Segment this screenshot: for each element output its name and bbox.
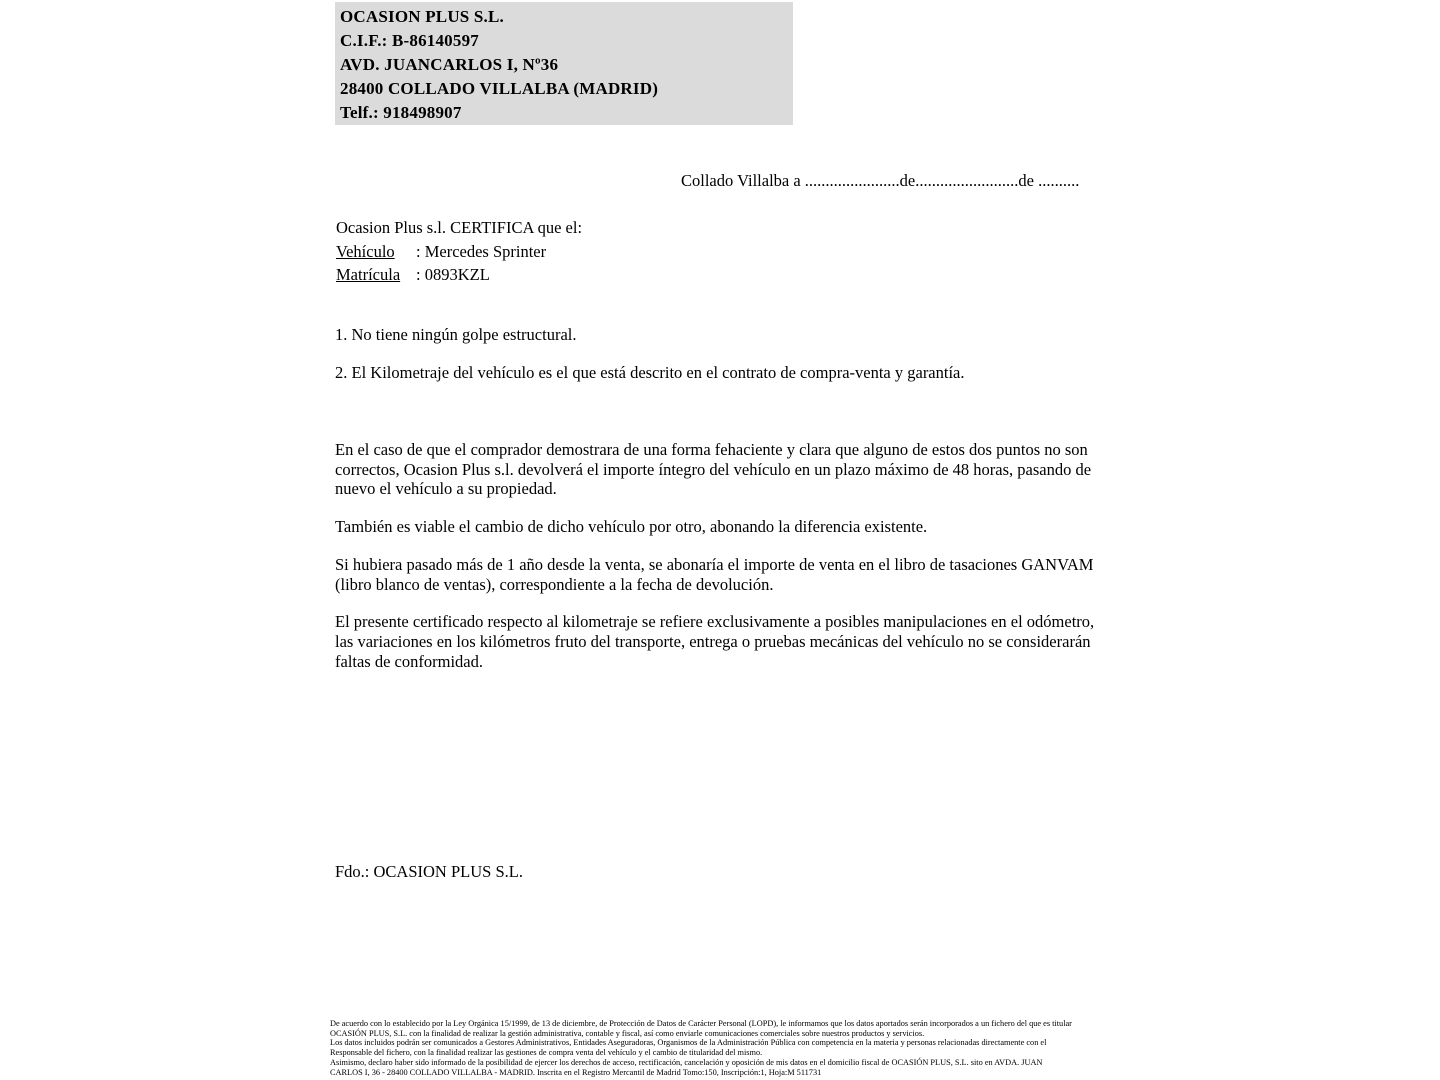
paragraph-exchange: También es viable el cambio de dicho vehículo por otro, abonando la diferencia existente. [335,517,928,537]
company-cif: C.I.F.: B-86140597 [340,31,479,50]
company-name: OCASION PLUS S.L. [340,7,504,26]
legal-line: De acuerdo con lo establecido por la Ley Orgánica 15/1999, de 13 de diciembre, de Protección de Datos de Carácter Personal (LOPD), le informamos que los datos aportados serán incorporados a un fichero del que es titular [330,1019,1072,1028]
company-header-box [335,2,793,125]
paragraph-ganvam: Si hubiera pasado más de 1 año desde la venta, se abonaría el importe de venta en el libro de tasaciones GANVAM (libro blanco de ventas), correspondiente a la fecha de devolución. [335,554,1094,594]
date-line: Collado Villalba a .......................de.........................de .......... [681,171,1080,190]
legal-notice [330,1019,1072,1077]
vehicle-value: : Mercedes Sprinter [416,241,547,261]
vehicle-label-wrap [336,240,416,264]
legal-line: Asimismo, declaro haber sido informado de la posibilidad de ejercer los derechos de acceso, rectificación, cancelación y oposición de mis datos en el domicilio fiscal de OCASIÓN PLUS, S.L. sito en AVDA. JUAN [330,1057,1043,1067]
signature-line: Fdo.: OCASION PLUS S.L. [335,862,523,881]
point-2: 2. El Kilometraje del vehículo es el que está descrito en el contrato de compra-venta y garantía. [335,363,965,382]
vehicle-label: Vehículo [336,241,395,261]
vehicle-line [336,240,582,264]
plate-value: : 0893KZL [416,265,490,284]
plate-label-wrap [336,263,416,287]
certify-intro: Ocasion Plus s.l. CERTIFICA que el: [336,218,583,237]
paragraph-refund: En el caso de que el comprador demostrara de una forma fehaciente y clara que alguno de estos dos puntos no son correctos, Ocasion Plus s.l. devolverá el importe íntegro del vehículo en un plazo máximo de 48 horas, pasando de nuevo el vehículo a su propiedad. [335,440,1092,499]
body-paragraphs [335,440,1095,689]
company-phone: Telf.: 918498907 [340,103,462,122]
point-1: 1. No tiene ningún golpe estructural. [335,325,577,344]
company-address: AVD. JUANCARLOS I, Nº36 [340,55,559,74]
legal-line: CARLOS I, 36 - 28400 COLLADO VILLALBA - MADRID. Inscrita en el Registro Mercantil de Madrid Tomo:150, Inscripción:1, Hoja:M 511731 [330,1067,822,1077]
legal-line: OCASIÓN PLUS, S.L. con la finalidad de realizar la gestión administrativa, contable y fiscal, así como enviarle comunicaciones comerciales sobre nuestros productos y servicios. [330,1028,925,1038]
paragraph-odometer: El presente certificado respecto al kilometraje se refiere exclusivamente a posibles manipulaciones en el odómetro, las variaciones en los kilómetros fruto del transporte, entrega o pruebas mecánicas del vehículo no se considerarán faltas de conformidad. [335,612,1095,671]
legal-line: Responsable del fichero, con la finalidad realizar las gestiones de compra venta del vehículo y el cambio de titularidad del mismo. [330,1048,763,1058]
legal-line: Los datos incluidos podrán ser comunicados a Gestores Administrativos, Entidades Aseguradoras, Organismos de la Administración Pública con competencia en la materia y personas relacionadas directamente con el [330,1038,1047,1048]
company-city: 28400 COLLADO VILLALBA (MADRID) [340,79,659,98]
plate-line [336,263,582,287]
certify-block [336,216,582,287]
plate-label: Matrícula [336,265,401,284]
